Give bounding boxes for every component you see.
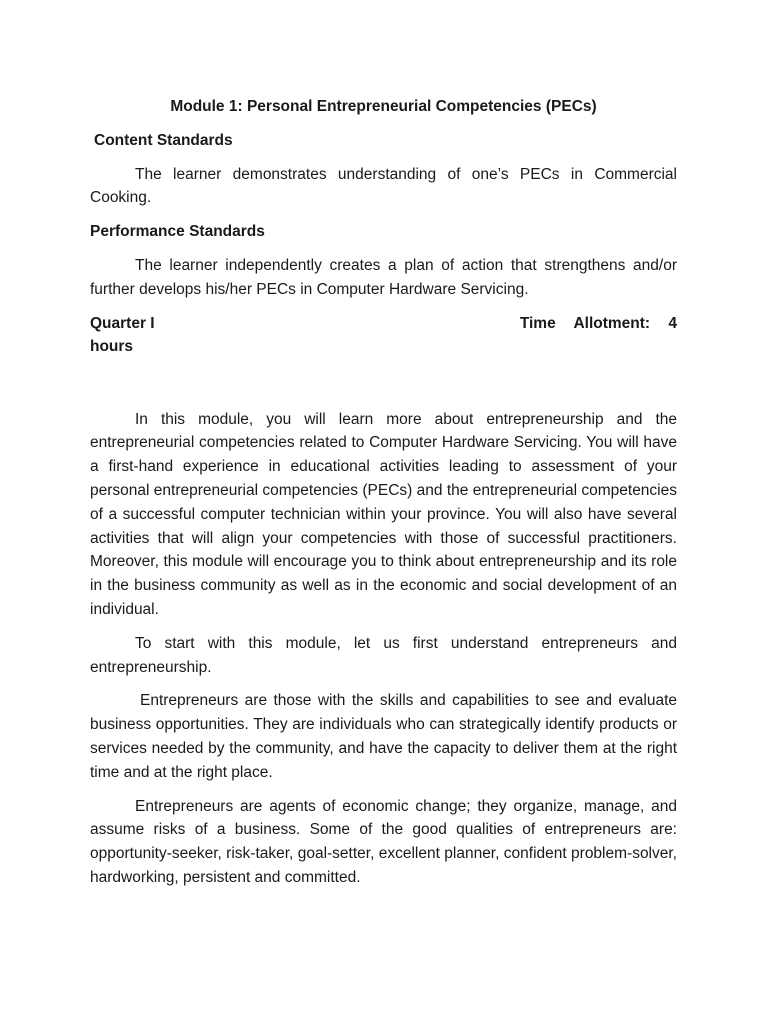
body-paragraph: Entrepreneurs are those with the skills and capabilities to see and evaluate business opportunities. They are individuals who can strategically identify products or services needed by the community, and have the capacity to deliver them at the right time and at the right place. (90, 692, 677, 781)
section-spacer (90, 360, 677, 408)
body-paragraph: In this module, you will learn more about entrepreneurship and the entrepreneurial competencies related to Computer Hardware Servicing. You will have a first-hand experience in educational activities leading to assessment of your personal entrepreneurial competencies (PECs) and the entrepreneurial competencies of a successful computer technician within your province. You will also have several activities that will align your competencies with those of successful practitioners. Moreover, this module will encourage you to think about entrepreneurship and its role in the business community as well as in the economic and social development of an individual. (90, 410, 677, 618)
performance-standards-heading: Performance Standards (90, 223, 265, 241)
content-standards-heading: Content Standards (94, 131, 233, 149)
time-allotment-label: Time Allotment: 4 (519, 314, 677, 332)
body-paragraph: Entrepreneurs are agents of economic change; they organize, manage, and assume risks of a business. Some of the good qualities of entrepreneurs are: opportunity-seeker, risk-taker, goal-setter, excellent planner, confident problem-solver, hardworking, persistent and committed. (90, 797, 677, 886)
module-title: Module 1: Personal Entrepreneurial Competencies (PECs) (170, 98, 597, 115)
quarter-label: Quarter I (90, 314, 155, 332)
document-page (90, 95, 677, 900)
quarter-time-row (90, 312, 677, 360)
content-standards-text: The learner demonstrates understanding of one’s PECs in Commercial Cooking. (90, 165, 677, 207)
performance-standards-text: The learner independently creates a plan of action that strengthens and/or further develops his/her PECs in Computer Hardware Servicing. (90, 256, 677, 298)
body-paragraph: To start with this module, let us first understand entrepreneurs and entrepreneurship. (90, 634, 677, 676)
time-allotment-unit: hours (90, 338, 134, 356)
